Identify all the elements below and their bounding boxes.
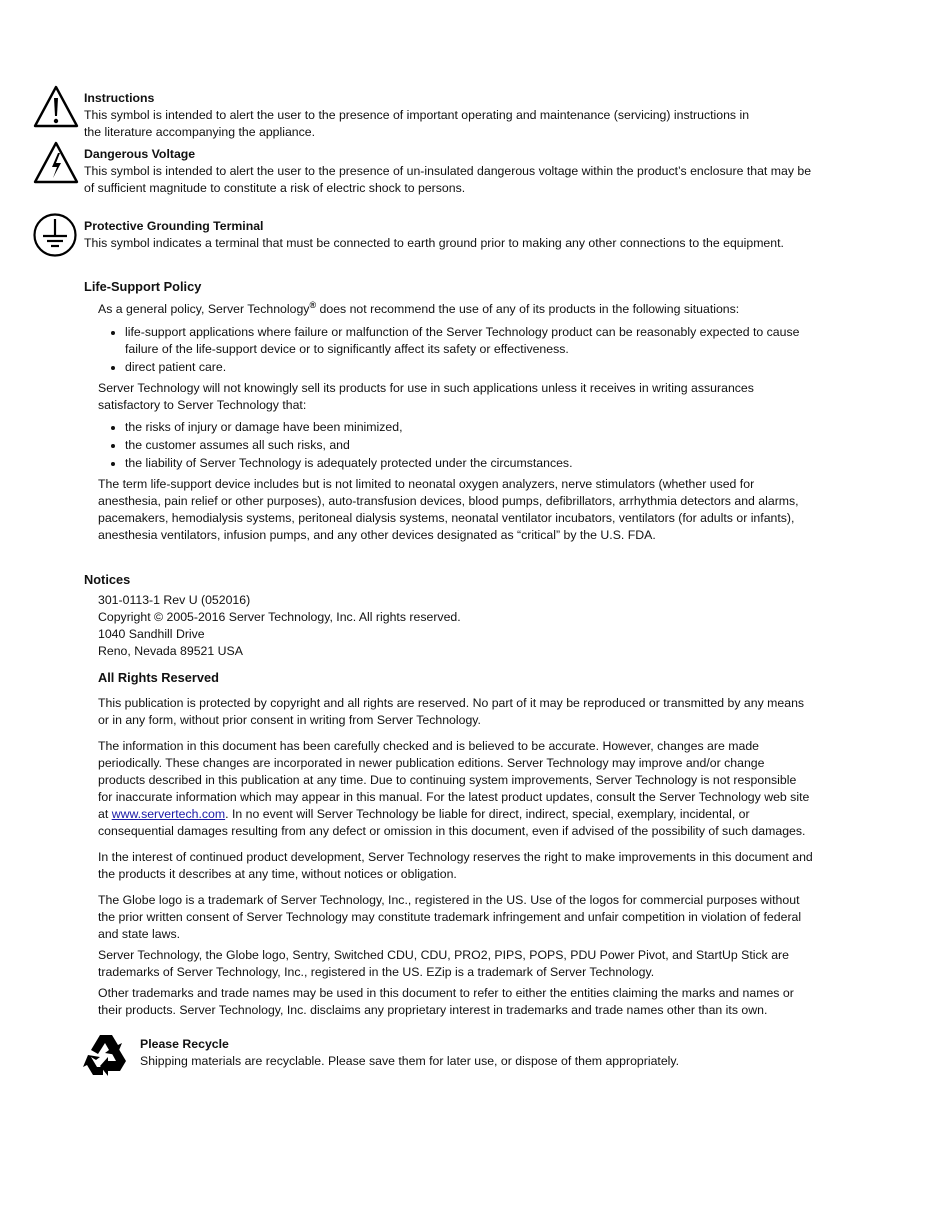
life-support-body [98, 301, 814, 544]
globe-logo-paragraph: The Globe logo is a trademark of Server Technology, Inc., registered in the US. Use of the logos for commercial purposes without the prior written consent of Server Technology may constitute trademark infringement and unfair competition in violation of federal and state laws. [98, 893, 802, 941]
doc-number: 301-0113-1 Rev U (052016) [98, 593, 251, 607]
all-rights-heading: All Rights Reserved [98, 670, 219, 685]
situations-list [98, 324, 814, 376]
recycle-icon [82, 1031, 130, 1079]
address-line-2: Reno, Nevada 89521 USA [98, 644, 243, 658]
recycle-title: Please Recycle [140, 1037, 229, 1051]
life-support-heading: Life-Support Policy [84, 279, 202, 294]
instructions-title: Instructions [84, 91, 155, 105]
information-text-rest: . In no event will Server Technology be liable for direct, indirect, special, exemplary, incidental, or consequential damages resulting from any defect or omission in this document, even if advised of the possibility of such damages. [98, 807, 806, 838]
life-support-intro [98, 301, 814, 318]
dangerous-voltage-section [84, 146, 814, 197]
recycle-text: Shipping materials are recyclable. Please save them for later use, or dispose of them appropriately. [140, 1054, 680, 1068]
notices-heading: Notices [84, 572, 131, 587]
life-support-intro-text: As a general policy, Server Technology [98, 302, 310, 316]
dangerous-voltage-icon [33, 140, 79, 186]
protective-ground-text: This symbol indicates a terminal that must be connected to earth ground prior to making any other connections to the equipment. [84, 236, 784, 250]
copyright-paragraph: This publication is protected by copyright and all rights are reserved. No part of it may be reproduced or transmitted by any means or in any form, without prior consent in writing from Server Technology. [98, 696, 805, 727]
protective-ground-section [84, 218, 814, 252]
protective-ground-icon [32, 212, 78, 258]
website-link[interactable]: www.servertech.com [111, 807, 226, 821]
instructions-section [84, 90, 814, 141]
protective-ground-title: Protective Grounding Terminal [84, 219, 264, 233]
registered-mark: ® [309, 299, 317, 310]
life-support-definition: The term life-support device includes but is not limited to neonatal oxygen analyzers, nerve stimulators (whether used for anesthesia, pain relief or other purposes), auto-transfusion devices, blood pumps, defibrillators, arrhythmia detectors and alarms, pacemakers, hemodialysis systems, peritoneal dialysis systems, neonatal ventilator incubators, ventilators (for adults or infants), anesthesia ventilators, infusion pumps, and any other devices designated as “critical” by the U.S. FDA. [98, 477, 799, 542]
life-support-intro-rest: does not recommend the use of any of its products in the following situations: [316, 302, 740, 316]
dangerous-voltage-title: Dangerous Voltage [84, 147, 196, 161]
list-item: • life-support applications where failure or malfunction of the Server Technology product can be reasonably expected to cause failure of the life-support device or to significantly affect its safety or effectiveness. [125, 324, 814, 358]
list-item: • the customer assumes all such risks, and [125, 437, 814, 454]
dangerous-voltage-text: This symbol is intended to alert the user to the presence of un-insulated dangerous voltage within the product’s enclosure that may be of sufficient magnitude to constitute a risk of electric shock to persons. [84, 164, 812, 195]
instructions-text: This symbol is intended to alert the user to the presence of important operating and maintenance (servicing) instructions in the literature accompanying the appliance. [84, 108, 750, 139]
assurance-text: Server Technology will not knowingly sell its products for use in such applications unless it receives in writing assurances satisfactory to Server Technology that: [98, 381, 754, 412]
information-text: The information in this document has been carefully checked and is believed to be accurate. However, changes are made periodically. These changes are incorporated in newer publication editions. Server Technology may improve and/or change products described in this publication at any time. Due to continuing system improvements, Server Technology is not responsible for inaccurate information which may appear in this manual. For the latest product updates, consult the Server Technology web site at [98, 739, 810, 821]
address-line-1: 1040 Sandhill Drive [98, 627, 205, 641]
other-trademarks-paragraph: Other trademarks and trade names may be used in this document to refer to either the entities claiming the marks and names or their products. Server Technology, Inc. disclaims any proprietary interest in trademarks and trade names other than its own. [98, 986, 794, 1017]
copyright-line: Copyright © 2005-2016 Server Technology, Inc. All rights reserved. [98, 610, 461, 624]
list-item: • the liability of Server Technology is adequately protected under the circumstances. [125, 455, 814, 472]
trademarks-paragraph: Server Technology, the Globe logo, Sentry, Switched CDU, CDU, PRO2, PIPS, POPS, PDU Power Pivot, and StartUp Stick are trademarks of Server Technology, Inc., registered in the US. EZip is a trademark of Server Technology. [98, 948, 789, 979]
notices-body [98, 592, 814, 1019]
assurances-list [98, 419, 814, 472]
information-paragraph [98, 738, 814, 840]
recycle-section [140, 1036, 800, 1070]
warning-exclamation-icon [33, 84, 79, 130]
list-item: • the risks of injury or damage have been minimized, [125, 419, 814, 436]
development-paragraph: In the interest of continued product development, Server Technology reserves the right to make improvements in this document and the products it describes at any time, without notices or obligation. [98, 850, 813, 881]
list-item: • direct patient care. [125, 359, 814, 376]
